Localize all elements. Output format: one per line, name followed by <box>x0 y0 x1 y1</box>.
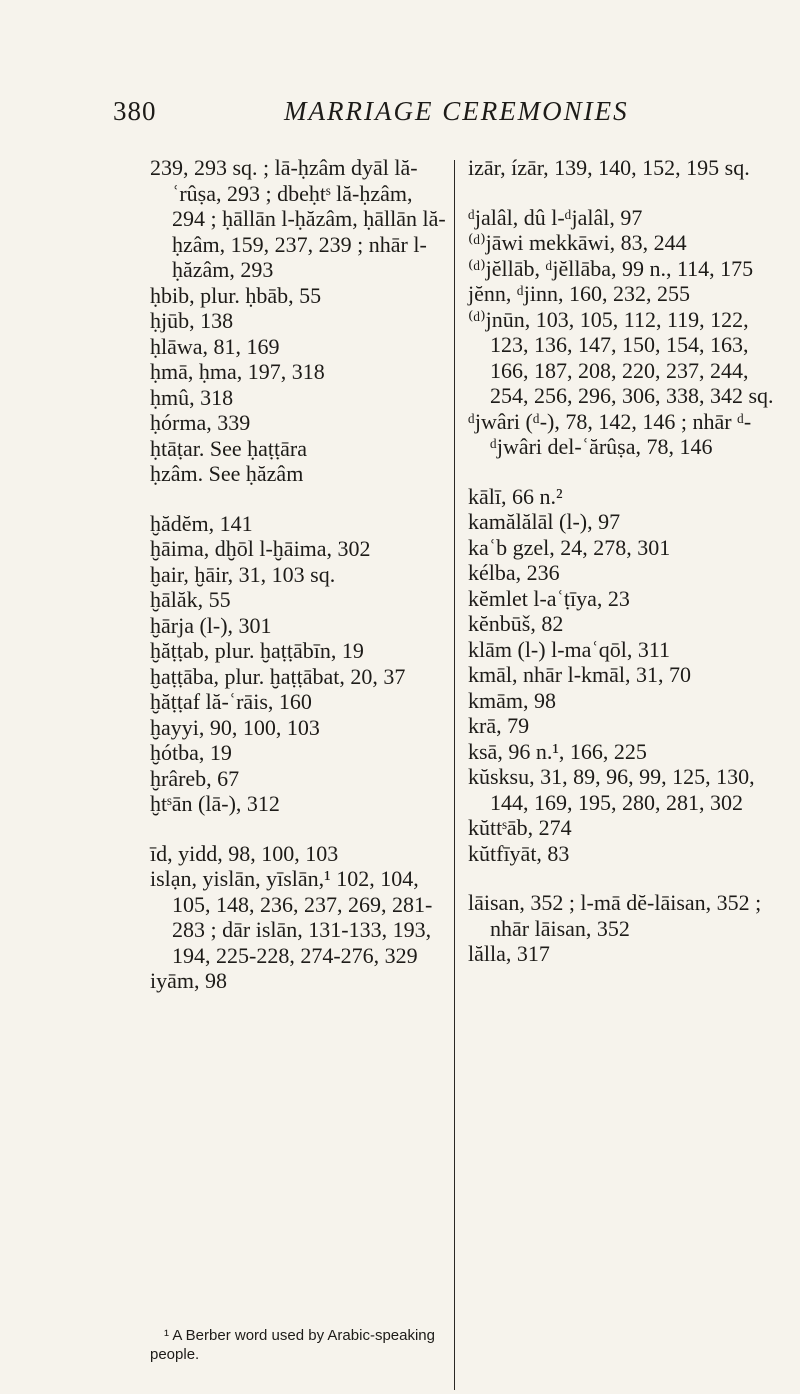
index-entry: ḫayyi, 90, 100, 103 <box>150 714 320 740</box>
index-entry: ḫair, ḫāir, 31, 103 sq. <box>150 561 336 587</box>
index-entry: ḥmû, 318 <box>150 384 234 410</box>
index-entry: kélba, 236 <box>468 560 560 585</box>
index-entry: ᵈjwâri (ᵈ-), 78, 142, 146 ; nhār ᵈ-ᵈjwâri del-ʿărûṣa, 78, 146 <box>468 408 752 459</box>
index-entry: ḫālăk, 55 <box>150 587 231 612</box>
index-entry: ḥjūb, 138 <box>150 308 234 333</box>
footnote: ¹ A Berber word used by Arabic-speaking people. <box>150 1327 435 1363</box>
index-entry: ⁽ᵈ⁾jnūn, 103, 105, 112, 119, 122, 123, 136, 147, 150, 154, 163, 166, 187, 208, 220, 237, 244, 254, 256, 296, 306, 338, 342 sq. <box>468 306 774 408</box>
index-entry: ḫrâreb, 67 <box>150 765 240 791</box>
index-entry: islạn, yislān, yīslān,¹ 102, 104, 105, 148, 236, 237, 269, 281-283 ; dār islān, 131-133, 193, 194, 225-228, 274-276, 329 <box>150 866 433 968</box>
index-entry: ḫótba, 19 <box>150 740 232 765</box>
index-entry: lāisan, 352 ; l-mā dĕ-lāisan, 352 ; nhār lāisan, 352 <box>468 890 762 941</box>
index-entry: īd, yidd, 98, 100, 103 <box>150 840 339 866</box>
index-entry: iyām, 98 <box>150 968 227 993</box>
index-entry: ḥtāṭar. See ḥaṭṭāra <box>150 435 307 461</box>
index-entry: ḫădĕm, 141 <box>150 510 253 536</box>
index-entry: ḥórma, 339 <box>150 410 251 435</box>
index-entry: kĕmlet l-aʿṭīya, 23 <box>468 585 630 611</box>
index-entry: ḫăṭṭaf lă-ʿrāis, 160 <box>150 689 312 714</box>
index-entry: ᵈjalâl, dû l-ᵈjalâl, 97 <box>468 204 643 230</box>
index-entry: kmām, 98 <box>468 687 556 713</box>
index-entry: ḥlāwa, 81, 169 <box>150 333 280 359</box>
index-entry: kŭsksu, 31, 89, 96, 99, 125, 130, 144, 169, 195, 280, 281, 302 <box>468 764 755 815</box>
index-entry: ⁽ᵈ⁾jāwi mekkāwi, 83, 244 <box>468 230 687 255</box>
index-column-right <box>468 155 780 967</box>
index-entry: kmāl, nhār l-kmāl, 31, 70 <box>468 662 692 687</box>
index-entry: ⁽ᵈ⁾jĕllāb, ᵈjĕllāba, 99 n., 114, 175 <box>468 255 754 281</box>
index-entry: ḥzâm. See ḥăzâm <box>150 461 304 486</box>
index-entry: ḫăṭṭab, plur. ḫaṭṭābīn, 19 <box>150 638 364 663</box>
index-entry: jĕnn, ᵈjinn, 160, 232, 255 <box>468 281 690 306</box>
index-entry: ḥmā, ḥma, 197, 318 <box>150 359 325 384</box>
index-entry: ḫārja (l-), 301 <box>150 612 272 638</box>
index-entry: kālī, 66 n.² <box>468 483 563 509</box>
index-entry: kĕnbūš, 82 <box>468 611 564 636</box>
page-number: 380 <box>113 96 157 126</box>
running-head <box>0 96 800 136</box>
index-entry: lălla, 317 <box>468 941 550 966</box>
index-entry: krā, 79 <box>468 713 530 738</box>
index-entry: ksā, 96 n.¹, 166, 225 <box>468 738 647 764</box>
running-title: MARRIAGE CEREMONIES <box>284 96 629 126</box>
index-entry: kŭttˢāb, 274 <box>468 815 572 840</box>
index-entry: ḥbib, plur. ḥbāb, 55 <box>150 282 322 308</box>
index-entry: klām (l-) l-maʿqōl, 311 <box>468 636 671 662</box>
index-column-left <box>150 155 450 994</box>
index-entry: ḫaṭṭāba, plur. ḫaṭṭābat, 20, 37 <box>150 663 406 689</box>
column-divider <box>454 160 455 1390</box>
index-entry: kŭtfīyāt, 83 <box>468 840 570 866</box>
index-entry: kaʿb gzel, 24, 278, 301 <box>468 534 671 560</box>
index-entry: kamălălāl (l-), 97 <box>468 509 621 534</box>
index-entry: ḫāima, dḫōl l-ḫāima, 302 <box>150 536 371 561</box>
index-entry: 239, 293 sq. ; lā-ḥzâm dyāl lă-ʿrûṣa, 293 ; dbeḥtˢ lă-ḥzâm, 294 ; ḥāllān l-ḥăzâm, ḥāllān lă-ḥzâm, 159, 237, 239 ; nhār l-ḥăzâm, 293 <box>150 155 446 282</box>
index-entry: ḫtˢān (lā-), 312 <box>150 791 280 816</box>
index-entry: izār, ízār, 139, 140, 152, 195 sq. <box>468 155 750 180</box>
